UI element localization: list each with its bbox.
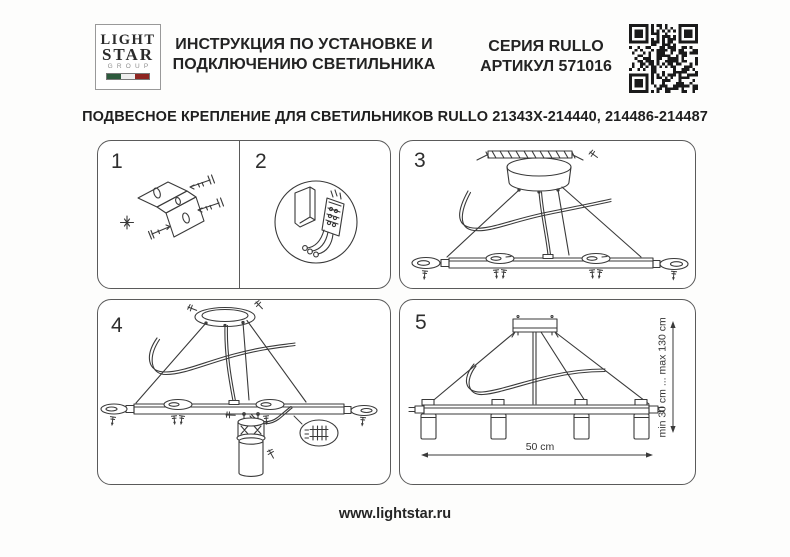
step-number-1: 1 (111, 150, 123, 173)
logo-text-light: LIGHT (100, 32, 156, 48)
angle-bracket-diagram (98, 141, 239, 288)
step-number-3: 3 (414, 149, 426, 172)
step-number-4: 4 (111, 314, 123, 337)
step-panel-4 (97, 299, 391, 485)
terminal-wiring-diagram (239, 141, 390, 288)
logo-text-group: GROUP (107, 63, 153, 70)
assembled-fixture-diagram (400, 300, 695, 484)
horizontal-dimension-label: 50 cm (525, 441, 555, 453)
page-title (158, 35, 450, 75)
qr-code-icon (629, 24, 698, 93)
product-info (452, 37, 640, 77)
title-line-2: ПОДКЛЮЧЕНИЮ СВЕТИЛЬНИКА (172, 56, 436, 73)
lamp-attachment-diagram (98, 300, 390, 484)
article-label: АРТИКУЛ 571016 (480, 58, 612, 75)
footer-url: www.lightstar.ru (338, 506, 452, 522)
italy-flag-icon (106, 73, 150, 80)
subtitle: ПОДВЕСНОЕ КРЕПЛЕНИЕ ДЛЯ СВЕТИЛЬНИКОВ RULLO 21343X-214440, 214486-214487 (82, 109, 708, 125)
series-label: СЕРИЯ RULLO (488, 38, 604, 55)
step-panel-5 (399, 299, 696, 485)
step-number-2: 2 (255, 150, 267, 173)
logo-text-star: STAR (101, 45, 155, 64)
title-line-1: ИНСТРУКЦИЯ ПО УСТАНОВКЕ И (175, 36, 433, 53)
lightstar-logo (95, 24, 161, 90)
step-number-5: 5 (415, 311, 427, 334)
canopy-suspension-diagram (400, 141, 695, 288)
vertical-dimension-label: min 30 cm ... max 130 cm (656, 317, 669, 438)
step-panel-3 (399, 140, 696, 289)
step-panel-1-2 (97, 140, 391, 289)
